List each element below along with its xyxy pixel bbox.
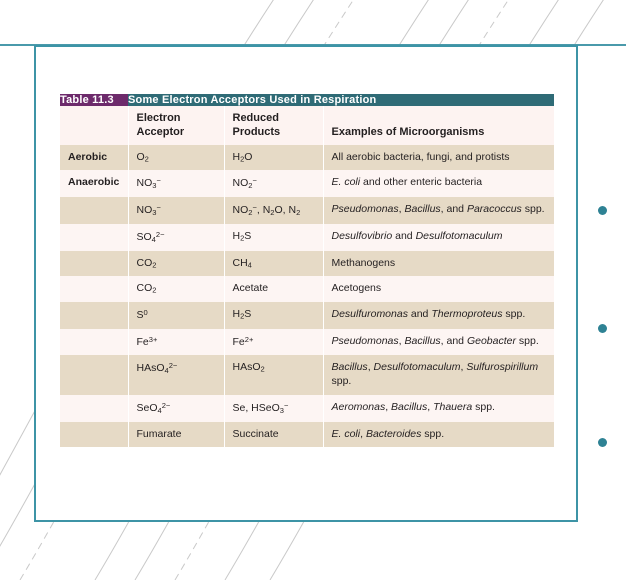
cell-electron-acceptor: $CO_2$: [128, 251, 224, 277]
table-row: [60, 197, 554, 224]
table-row: [60, 355, 554, 394]
cell-reduced-products: Acetate: [224, 276, 323, 302]
cell-examples: Pseudomonas, Bacillus, and Geobacter spp.: [323, 329, 554, 356]
column-header-electron-acceptor: Electron Acceptor: [128, 106, 224, 145]
bullet-point-1: [598, 206, 607, 215]
cell-electron-acceptor: $O_2$: [128, 145, 224, 171]
cell-respiration-mode: [60, 329, 128, 356]
cell-electron-acceptor: $NO_3^-$: [128, 197, 224, 224]
table-number-label: Table 11.3: [60, 94, 128, 106]
table-row: [60, 224, 554, 251]
cell-respiration-mode: Anaerobic: [60, 170, 128, 197]
table-body: [60, 145, 554, 448]
cell-reduced-products: $H_2S$: [224, 224, 323, 251]
electron-acceptors-table: [60, 94, 554, 447]
table-row: [60, 395, 554, 422]
cell-electron-acceptor: HAsO$_4^{2-}$: [128, 355, 224, 394]
cell-examples: All aerobic bacteria, fungi, and protists: [323, 145, 554, 171]
cell-reduced-products: Succinate: [224, 422, 323, 448]
table-row: [60, 170, 554, 197]
table-caption-row: [60, 94, 554, 106]
cell-reduced-products: $CH_4$: [224, 251, 323, 277]
cell-electron-acceptor: SeO$_4^{2-}$: [128, 395, 224, 422]
cell-respiration-mode: [60, 197, 128, 224]
cell-examples: Pseudomonas, Bacillus, and Paracoccus spp.: [323, 197, 554, 224]
cell-examples: Methanogens: [323, 251, 554, 277]
cell-electron-acceptor: $CO_2$: [128, 276, 224, 302]
cell-examples: Desulfovibrio and Desulfotomaculum: [323, 224, 554, 251]
cell-examples: Desulfuromonas and Thermoproteus spp.: [323, 302, 554, 329]
cell-respiration-mode: [60, 395, 128, 422]
cell-respiration-mode: [60, 224, 128, 251]
column-header-reduced-products: Reduced Products: [224, 106, 323, 145]
column-header-examples: Examples of Microorganisms: [323, 106, 554, 145]
cell-respiration-mode: [60, 276, 128, 302]
cell-examples: Bacillus, Desulfotomaculum, Sulfurospirillum spp.: [323, 355, 554, 394]
table-container: [60, 94, 554, 518]
cell-examples: E. coli and other enteric bacteria: [323, 170, 554, 197]
cell-reduced-products: $H_2S$: [224, 302, 323, 329]
cell-reduced-products: $NO_2^-$, $N_2O$, $N_2$: [224, 197, 323, 224]
cell-examples: E. coli, Bacteroides spp.: [323, 422, 554, 448]
table-column-header-row: [60, 106, 554, 145]
cell-respiration-mode: [60, 422, 128, 448]
cell-electron-acceptor: $NO_3^-$: [128, 170, 224, 197]
table-row: [60, 251, 554, 277]
slide-card: [34, 45, 578, 522]
table-row: [60, 329, 554, 356]
table-row: [60, 302, 554, 329]
cell-examples: Acetogens: [323, 276, 554, 302]
cell-reduced-products: $NO_2^-$: [224, 170, 323, 197]
cell-reduced-products: $Fe^{2+}$: [224, 329, 323, 356]
cell-respiration-mode: [60, 251, 128, 277]
table-row: [60, 145, 554, 171]
cell-reduced-products: HAsO$_2$: [224, 355, 323, 394]
cell-respiration-mode: Aerobic: [60, 145, 128, 171]
cell-electron-acceptor: $Fe^{3+}$: [128, 329, 224, 356]
column-header-mode: [60, 106, 128, 145]
cell-reduced-products: $H_2O$: [224, 145, 323, 171]
cell-electron-acceptor: Fumarate: [128, 422, 224, 448]
cell-electron-acceptor: $S^0$: [128, 302, 224, 329]
cell-respiration-mode: [60, 302, 128, 329]
table-title: Some Electron Acceptors Used in Respiration: [128, 94, 554, 106]
bullet-point-3: [598, 438, 607, 447]
table-row: [60, 276, 554, 302]
cell-reduced-products: Se, HSeO$_3$−: [224, 395, 323, 422]
table-head: [60, 94, 554, 145]
cell-respiration-mode: [60, 355, 128, 394]
cell-examples: Aeromonas, Bacillus, Thauera spp.: [323, 395, 554, 422]
table-row: [60, 422, 554, 448]
cell-electron-acceptor: $SO_4^{2-}$: [128, 224, 224, 251]
bullet-point-2: [598, 324, 607, 333]
